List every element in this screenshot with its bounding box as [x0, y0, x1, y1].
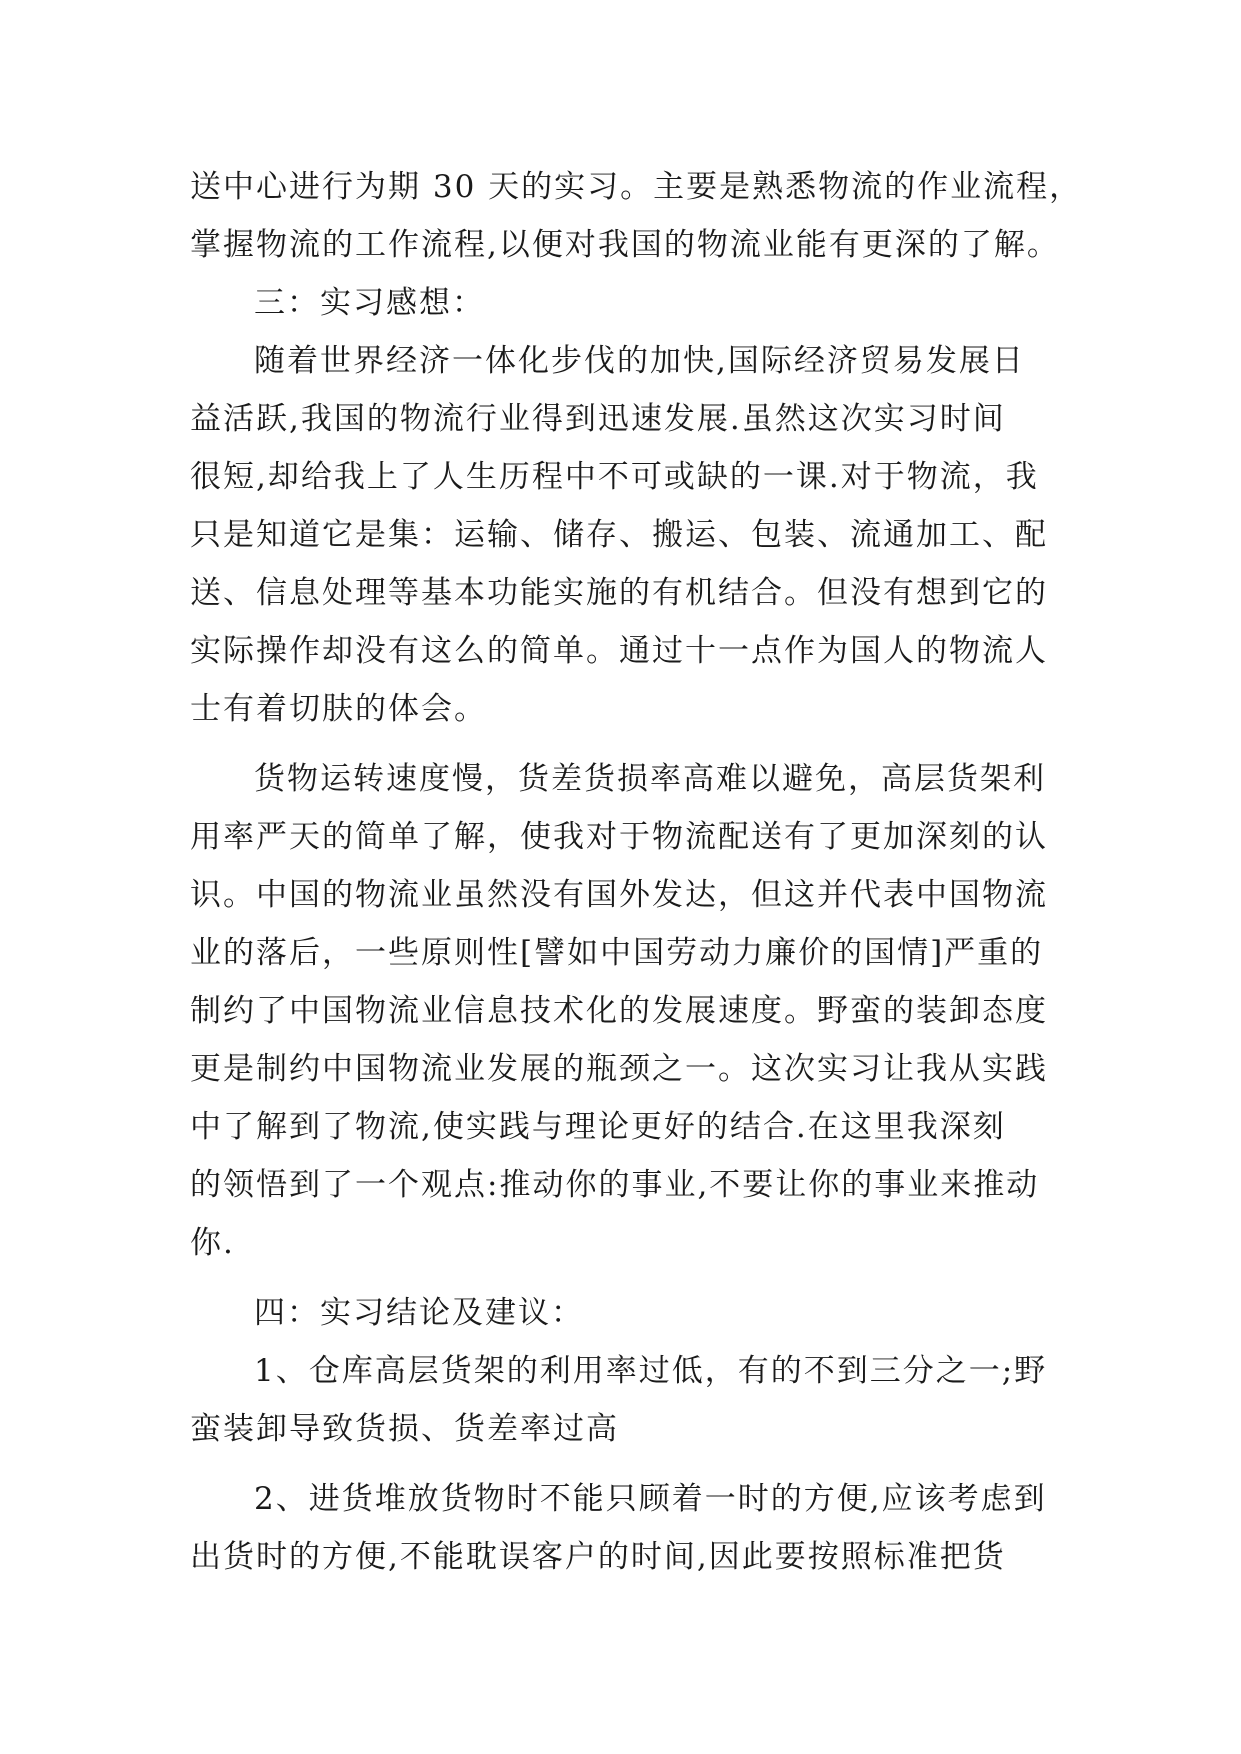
- text-line: 送中心进行为期 30 天的实习。主要是熟悉物流的作业流程，: [190, 169, 1083, 205]
- section-heading: 四：实习结论及建议：: [254, 1295, 584, 1331]
- paragraph-gap: [190, 1272, 1090, 1284]
- text-line: 更是制约中国物流业发展的瓶颈之一。这次实习让我从实践: [190, 1051, 1048, 1087]
- text-line: 随着世界经济一体化步伐的加快,国际经济贸易发展日: [254, 343, 1025, 379]
- text-line: 蛮装卸导致货损、货差率过高: [190, 1411, 619, 1447]
- text-line: 货物运转速度慢，货差货损率高难以避免，高层货架利: [254, 761, 1046, 797]
- text-line: 的领悟到了一个观点:推动你的事业,不要让你的事业来推动: [190, 1167, 1040, 1203]
- text-line: 用率严天的简单了解，使我对于物流配送有了更加深刻的认: [190, 819, 1048, 855]
- text-line: 制约了中国物流业信息技术化的发展速度。野蛮的装卸态度: [190, 993, 1048, 1029]
- text-line: 士有着切肤的体会。: [190, 691, 487, 727]
- document-body: [190, 158, 1090, 1586]
- text-line: 掌握物流的工作流程,以便对我国的物流业能有更深的了解。: [190, 227, 1060, 263]
- text-line: 送、信息处理等基本功能实施的有机结合。但没有想到它的: [190, 575, 1048, 611]
- text-line: 中了解到了物流,使实践与理论更好的结合.在这里我深刻: [190, 1109, 1006, 1145]
- text-line: 只是知道它是集：运输、储存、搬运、包装、流通加工、配: [190, 517, 1048, 553]
- text-line: 2、进货堆放货物时不能只顾着一时的方便,应该考虑到: [254, 1481, 1047, 1517]
- text-line: 你.: [190, 1225, 235, 1261]
- text-line: 识。中国的物流业虽然没有国外发达，但这并代表中国物流: [190, 877, 1048, 913]
- paragraph-gap: [190, 738, 1090, 750]
- section-heading: 三：实习感想：: [254, 285, 485, 321]
- text-line: 出货时的方便,不能耽误客户的时间,因此要按照标准把货: [190, 1539, 1006, 1575]
- text-line: 业的落后，一些原则性[譬如中国劳动力廉价的国情]严重的: [190, 935, 1044, 971]
- text-line: 很短,却给我上了人生历程中不可或缺的一课.对于物流，我: [190, 459, 1039, 495]
- paragraph-gap: [190, 1458, 1090, 1470]
- text-line: 益活跃,我国的物流行业得到迅速发展.虽然这次实习时间: [190, 401, 1006, 437]
- text-line: 实际操作却没有这么的简单。通过十一点作为国人的物流人: [190, 633, 1048, 669]
- text-line: 1、仓库高层货架的利用率过低，有的不到三分之一;野: [254, 1353, 1048, 1389]
